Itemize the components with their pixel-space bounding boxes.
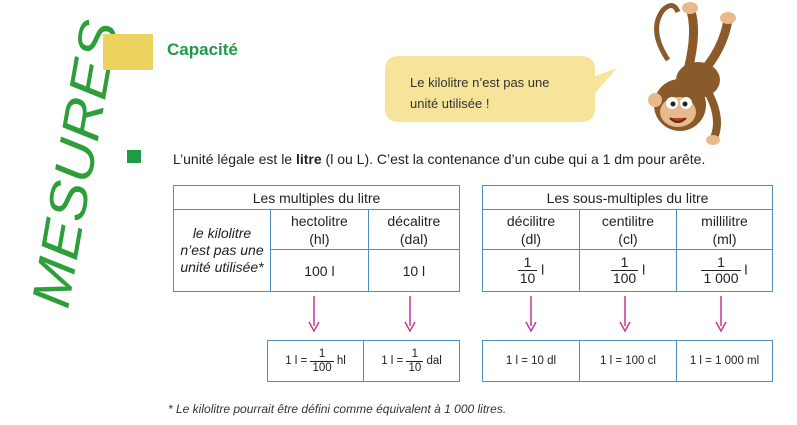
bubble-text bbox=[410, 72, 610, 114]
fraction bbox=[406, 348, 423, 374]
fraction-numerator: 1 bbox=[611, 255, 638, 271]
unit-abbr: (cl) bbox=[618, 230, 638, 247]
bubble-line-2: unité utilisée ! bbox=[410, 96, 490, 111]
unit-millilitre bbox=[677, 210, 773, 250]
fraction-numerator: 1 bbox=[518, 255, 538, 271]
conversion-cl: 1 l = 100 cl bbox=[580, 341, 677, 381]
unit-abbr: (dal) bbox=[399, 230, 428, 247]
fraction-denominator: 100 bbox=[612, 270, 637, 286]
fraction bbox=[518, 255, 538, 287]
conversion-ml: 1 l = 1 000 ml bbox=[689, 355, 760, 367]
unit-centilitre bbox=[580, 210, 677, 250]
fraction-value bbox=[580, 250, 677, 292]
fraction-numerator: 1 bbox=[406, 348, 423, 362]
conversion-dal bbox=[364, 341, 459, 381]
fraction-denominator: 10 bbox=[408, 361, 422, 374]
conversion-prefix: 1 l = bbox=[285, 355, 308, 367]
fraction-unit: l bbox=[642, 261, 646, 278]
unit-value: 100 l bbox=[271, 250, 369, 292]
submultiples-table bbox=[482, 185, 773, 292]
monkey-illustration bbox=[628, 0, 738, 150]
unit-decilitre bbox=[483, 210, 580, 250]
unit-name: décalitre bbox=[387, 212, 441, 229]
section-color-marker bbox=[103, 34, 153, 70]
intro-before: L’unité légale est le bbox=[173, 151, 296, 167]
unit-abbr: (hl) bbox=[309, 230, 330, 247]
intro-bold: litre bbox=[295, 151, 322, 167]
side-title bbox=[20, 10, 127, 313]
fraction bbox=[611, 255, 638, 287]
unit-decalitre bbox=[368, 210, 459, 250]
intro-after: (l ou L). C’est la contenance d’un cube qui a 1 dm pour arête. bbox=[321, 151, 706, 167]
unit-name: hectolitre bbox=[290, 212, 348, 229]
fraction-numerator: 1 bbox=[310, 348, 333, 362]
unit-abbr: (ml) bbox=[712, 230, 737, 247]
fraction-numerator: 1 bbox=[701, 255, 740, 271]
unit-abbr: (dl) bbox=[520, 230, 542, 247]
kilolitre-note-line: n’est pas une bbox=[180, 242, 264, 258]
bubble-line-1: Le kilolitre n’est pas une bbox=[410, 75, 550, 90]
section-title: Capacité bbox=[167, 40, 238, 59]
unit-name: millilitre bbox=[701, 212, 748, 229]
unit-hectolitre bbox=[271, 210, 369, 250]
submultiples-conversions bbox=[482, 340, 773, 382]
side-title-text: MESURES bbox=[20, 38, 127, 313]
down-arrow-icon bbox=[308, 296, 320, 332]
kilolitre-note-line: unité utilisée* bbox=[180, 259, 264, 275]
unit-value: 10 l bbox=[368, 250, 459, 292]
down-arrow-icon bbox=[619, 296, 631, 332]
fraction-unit: l bbox=[744, 261, 748, 278]
side-title-graphic bbox=[20, 10, 127, 313]
conversion-unit: hl bbox=[336, 355, 346, 367]
submultiples-header: Les sous-multiples du litre bbox=[483, 186, 773, 210]
fraction bbox=[701, 255, 740, 287]
intro-sentence bbox=[173, 151, 705, 167]
multiples-table bbox=[173, 185, 460, 292]
down-arrow-icon bbox=[404, 296, 416, 332]
conversion-hl bbox=[268, 341, 364, 381]
fraction-denominator: 100 bbox=[312, 361, 332, 374]
multiples-conversions bbox=[267, 340, 460, 382]
fraction-unit: l bbox=[541, 261, 545, 278]
kilolitre-note bbox=[174, 210, 271, 292]
fraction-value bbox=[677, 250, 773, 292]
conversion-unit: dal bbox=[426, 355, 442, 367]
down-arrow-icon bbox=[525, 296, 537, 332]
multiples-header: Les multiples du litre bbox=[174, 186, 460, 210]
fraction-value bbox=[483, 250, 580, 292]
down-arrow-icon bbox=[715, 296, 727, 332]
fraction-denominator: 1 000 bbox=[703, 270, 739, 286]
conversion-prefix: 1 l = bbox=[381, 355, 404, 367]
fraction bbox=[310, 348, 333, 374]
footnote: * Le kilolitre pourrait être défini comme équivalent à 1 000 litres. bbox=[168, 402, 507, 416]
unit-name: centilitre bbox=[601, 212, 655, 229]
fraction-denominator: 10 bbox=[519, 270, 536, 286]
conversion-dl: 1 l = 10 dl bbox=[483, 341, 580, 381]
bullet-square bbox=[127, 150, 141, 163]
kilolitre-note-line: le kilolitre bbox=[192, 225, 252, 241]
unit-name: décilitre bbox=[506, 212, 556, 229]
